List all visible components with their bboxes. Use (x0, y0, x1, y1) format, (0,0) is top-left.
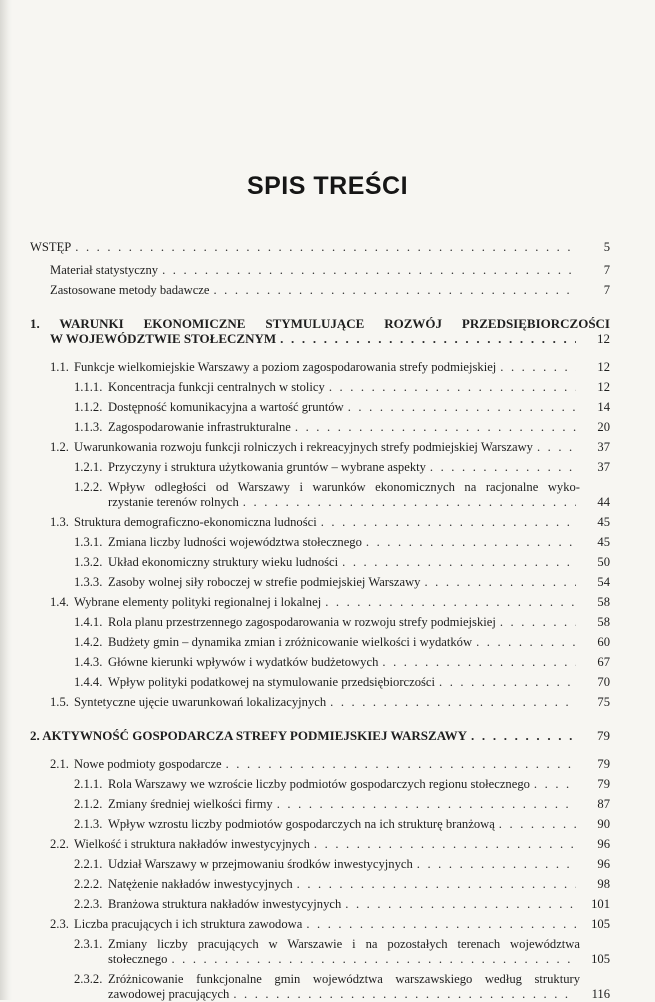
section-number: 1.3.3. (74, 575, 103, 589)
toc-page-number: 45 (597, 515, 610, 529)
section-number: 2.2.2. (74, 877, 103, 891)
toc-page-number: 45 (597, 535, 610, 549)
toc-entry-wstep[interactable] (30, 240, 610, 255)
toc-entry-label: Rola planu przestrzennego zagospodarowania w rozwoju strefy podmiejskiej (108, 615, 496, 629)
dot-leader (500, 360, 576, 375)
section-number: 2.1.3. (74, 817, 103, 831)
dot-leader (330, 695, 576, 710)
toc-entry-label: Zastosowane metody badawcze (50, 283, 210, 297)
toc-entry[interactable] (30, 695, 610, 710)
section-number: 1.5. (50, 695, 69, 709)
toc-entry[interactable] (30, 515, 610, 530)
toc-entry-label: Materiał statystyczny (50, 263, 159, 277)
toc-page-number: 79 (597, 728, 610, 743)
dot-leader (325, 595, 576, 610)
toc-page-number: 54 (597, 575, 610, 589)
toc-entry-label: Rola Warszawy we wzroście liczby podmiotów gospodarczych regionu stołecznego (108, 777, 530, 791)
toc-page-number: 58 (597, 615, 610, 629)
toc-page-number: 96 (597, 857, 610, 871)
toc-entry-label: Budżety gmin – dynamika zmian i zróżnicowanie wielkości i wydatków (108, 635, 473, 649)
toc-entry-label: Wpływ polityki podatkowej na stymulowanie przedsiębiorczości (108, 675, 436, 689)
toc-entry-line (30, 937, 610, 952)
toc-page-number: 5 (603, 240, 610, 254)
table-of-contents (30, 240, 610, 1002)
dot-leader (348, 400, 576, 415)
toc-entry-label: Wpływ odległości od Warszawy i warunków ekonomicznych na racjonalne wyko- (108, 480, 580, 494)
dot-leader (382, 655, 576, 670)
dot-leader (75, 240, 576, 255)
dot-leader (295, 420, 576, 435)
toc-entry-label: Wielkość i struktura nakładów inwestycyjnych (74, 837, 310, 851)
chapter-number: 2. (30, 728, 40, 743)
toc-entry-label: Układ ekonomiczny struktury wieku ludności (108, 555, 339, 569)
toc-page-number: 105 (591, 952, 610, 966)
toc-entry[interactable] (30, 595, 610, 610)
section-number: 2.1. (50, 757, 69, 771)
dot-leader (417, 857, 576, 872)
dot-leader (424, 575, 576, 590)
toc-entry[interactable] (30, 283, 610, 298)
toc-entry[interactable] (30, 460, 610, 475)
toc-entry-label: Dostępność komunikacyjna a wartość gruntów (108, 400, 344, 414)
toc-page-number: 116 (591, 987, 610, 1001)
toc-entry-label: Zróżnicowanie funkcjonalne gmin województwa warszawskiego według struktury (108, 972, 580, 986)
chapter-title-line2: W WOJEWÓDZTWIE STOŁECZNYM (50, 331, 277, 346)
section-number: 1.1.2. (74, 400, 103, 414)
toc-entry-label: WSTĘP (30, 240, 72, 254)
toc-page-number: 12 (597, 331, 610, 346)
section-number: 2.3.1. (74, 937, 103, 951)
toc-entry[interactable] (30, 535, 610, 550)
toc-entry[interactable] (30, 857, 610, 872)
dot-leader (321, 515, 576, 530)
toc-page-number: 58 (597, 595, 610, 609)
toc-entry[interactable] (30, 837, 610, 852)
toc-page-number: 75 (597, 695, 610, 709)
dot-leader (345, 897, 576, 912)
section-number: 1.1. (50, 360, 69, 374)
section-number: 1.2. (50, 440, 69, 454)
toc-entry[interactable] (30, 635, 610, 650)
dot-leader (537, 440, 576, 455)
dot-leader (306, 917, 576, 932)
section-number: 1.4. (50, 595, 69, 609)
dot-leader (162, 263, 576, 278)
toc-page-number: 60 (597, 635, 610, 649)
chapter-heading-line2 (30, 331, 610, 346)
toc-entry-label: Udział Warszawy w przejmowaniu środków inwestycyjnych (108, 857, 413, 871)
toc-entry[interactable] (30, 263, 610, 278)
toc-entry-label: Liczba pracujących i ich struktura zawodowa (74, 917, 303, 931)
toc-page-number: 37 (597, 460, 610, 474)
toc-entry-label: Koncentracja funkcji centralnych w stolicy (108, 380, 325, 394)
toc-chapter-1[interactable] (30, 316, 610, 346)
toc-entry[interactable] (30, 917, 610, 932)
toc-entry-label: Branżowa struktura nakładów inwestycyjnych (108, 897, 342, 911)
toc-entry-line2 (30, 495, 610, 510)
toc-entry-multiline[interactable] (30, 480, 610, 510)
toc-entry-label: Zmiany średniej wielkości firmy (108, 797, 273, 811)
toc-entry[interactable] (30, 575, 610, 590)
toc-entry-label: Zmiana liczby ludności województwa stołecznego (108, 535, 362, 549)
chapter-heading-line (30, 316, 610, 331)
toc-entry-label: Wpływ wzrostu liczby podmiotów gospodarczych na ich strukturę branżową (108, 817, 495, 831)
dot-leader (297, 877, 576, 892)
page-title: SPIS TREŚCI (246, 172, 409, 200)
toc-page-number: 67 (597, 655, 610, 669)
section-number: 1.3.1. (74, 535, 103, 549)
dot-leader (430, 460, 576, 475)
toc-entry[interactable] (30, 615, 610, 630)
toc-page-number: 12 (597, 380, 610, 394)
toc-entry-label-cont: stołecznego (108, 952, 168, 966)
toc-entry[interactable] (30, 877, 610, 892)
toc-entry[interactable] (30, 777, 610, 792)
toc-entry-label: Syntetyczne ujęcie uwarunkowań lokalizacyjnych (74, 695, 327, 709)
dot-leader (171, 952, 576, 967)
section-number: 1.4.2. (74, 635, 103, 649)
toc-page-number: 70 (597, 675, 610, 689)
dot-leader (366, 535, 576, 550)
dot-leader (534, 777, 576, 792)
toc-entry-label: Struktura demograficzno-ekonomiczna ludności (74, 515, 317, 529)
section-number: 2.2.1. (74, 857, 103, 871)
toc-entry-label: Wybrane elementy polityki regionalnej i lokalnej (74, 595, 322, 609)
toc-page-number: 98 (597, 877, 610, 891)
toc-entry-line (30, 480, 610, 495)
section-number: 2.2.3. (74, 897, 103, 911)
toc-entry-label-cont: rzystanie terenów rolnych (108, 495, 239, 509)
toc-page-number: 14 (597, 400, 610, 414)
section-number: 2.1.1. (74, 777, 103, 791)
toc-page-number: 101 (591, 897, 610, 911)
chapter-title-line1: WARUNKI EKONOMICZNE STYMULUJĄCE ROZWÓJ PRZEDSIĘBIORCZOŚCI (59, 316, 610, 331)
section-number: 1.4.1. (74, 615, 103, 629)
toc-page-number: 87 (597, 797, 610, 811)
toc-entry[interactable] (30, 757, 610, 772)
dot-leader (342, 555, 576, 570)
toc-entry[interactable] (30, 897, 610, 912)
toc-entry[interactable] (30, 440, 610, 455)
dot-leader (213, 283, 576, 298)
section-number: 1.1.3. (74, 420, 103, 434)
toc-page-number: 79 (597, 777, 610, 791)
section-number: 1.2.2. (74, 480, 103, 494)
toc-page-number: 79 (597, 757, 610, 771)
dot-leader (471, 728, 576, 743)
section-number: 1.2.1. (74, 460, 103, 474)
dot-leader (226, 757, 576, 772)
dot-leader (476, 635, 576, 650)
toc-entry-label: Natężenie nakładów inwestycyjnych (108, 877, 293, 891)
dot-leader (277, 797, 576, 812)
toc-entry[interactable] (30, 360, 610, 375)
section-number: 1.1.1. (74, 380, 103, 394)
toc-entry[interactable] (30, 400, 610, 415)
toc-entry-line (30, 972, 610, 987)
section-number: 2.3. (50, 917, 69, 931)
toc-entry-label: Przyczyny i struktura użytkowania gruntów – wybrane aspekty (108, 460, 426, 474)
section-number: 2.2. (50, 837, 69, 851)
section-number: 1.4.4. (74, 675, 103, 689)
toc-page-number: 96 (597, 837, 610, 851)
toc-entry-label: Uwarunkowania rozwoju funkcji rolniczych i rekreacyjnych strefy podmiejskiej Warszawy (74, 440, 533, 454)
dot-leader (439, 675, 576, 690)
toc-entry-label: Funkcje wielkomiejskie Warszawy a poziom zagospodarowania strefy podmiejskiej (74, 360, 497, 374)
toc-page-number: 90 (597, 817, 610, 831)
dot-leader (314, 837, 576, 852)
toc-entry-line2 (30, 952, 610, 967)
toc-entry[interactable] (30, 380, 610, 395)
toc-entry-multiline[interactable] (30, 937, 610, 967)
toc-entry-label: Zasoby wolnej siły roboczej w strefie podmiejskiej Warszawy (108, 575, 421, 589)
page-edge-shadow (0, 0, 12, 1000)
toc-entry[interactable] (30, 420, 610, 435)
toc-entry[interactable] (30, 655, 610, 670)
dot-leader (329, 380, 576, 395)
chapter-title: AKTYWNOŚĆ GOSPODARCZA STREFY PODMIEJSKIEJ WARSZAWY (42, 728, 468, 743)
section-number: 2.1.2. (74, 797, 103, 811)
toc-page-number: 7 (603, 263, 610, 277)
toc-page-number: 7 (603, 283, 610, 297)
dot-leader (243, 495, 576, 510)
toc-entry-label-cont: zawodowej pracujących (108, 987, 230, 1001)
dot-leader (499, 817, 576, 832)
toc-entry-label: Zmiany liczby pracujących w Warszawie i na pozostałych terenach województwa (108, 937, 580, 951)
section-number: 1.4.3. (74, 655, 103, 669)
toc-entry[interactable] (30, 817, 610, 832)
toc-chapter-2[interactable] (30, 728, 610, 743)
section-number: 2.3.2. (74, 972, 103, 986)
toc-entry[interactable] (30, 675, 610, 690)
toc-page-number: 20 (597, 420, 610, 434)
toc-page-number: 12 (597, 360, 610, 374)
toc-entry[interactable] (30, 555, 610, 570)
toc-entry-label: Nowe podmioty gospodarcze (74, 757, 222, 771)
toc-entry-label: Zagospodarowanie infrastrukturalne (108, 420, 291, 434)
toc-page-number: 105 (591, 917, 610, 931)
section-number: 1.3. (50, 515, 69, 529)
toc-entry-label: Główne kierunki wpływów i wydatków budżetowych (108, 655, 379, 669)
toc-page-number: 37 (597, 440, 610, 454)
toc-page-number: 50 (597, 555, 610, 569)
toc-page-number: 44 (597, 495, 610, 509)
toc-entry-multiline[interactable] (30, 972, 610, 1002)
chapter-number: 1. (30, 316, 40, 331)
section-number: 1.3.2. (74, 555, 103, 569)
toc-entry[interactable] (30, 797, 610, 812)
dot-leader (500, 615, 576, 630)
dot-leader (280, 331, 576, 346)
